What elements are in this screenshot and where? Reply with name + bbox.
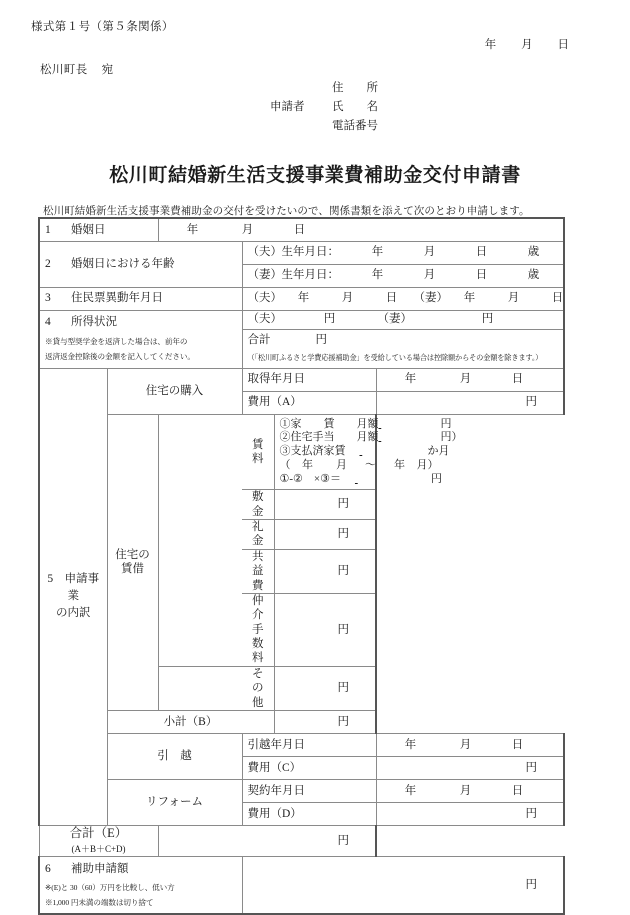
table-row-reform-date (39, 779, 564, 802)
row6-note2: ※1,000 円未満の端数は切り捨て (45, 898, 154, 908)
table-row-lease-rent (39, 414, 564, 490)
moving-date-value[interactable] (376, 733, 564, 756)
row4-head (45, 316, 117, 328)
row3-label-cell (39, 287, 242, 310)
row5-lease-label: 住宅の賃借 (107, 414, 158, 710)
row1-number: 1 (45, 223, 51, 236)
rent-calc-line2-blank[interactable] (379, 431, 441, 445)
row4-number: 4 (45, 315, 51, 328)
lease-item-value-2[interactable]: 円 (274, 549, 376, 593)
lease-subtotal-label: 小計（B） (107, 710, 274, 733)
table-row-grand-total (39, 825, 564, 856)
lease-item-value-4[interactable]: 円 (274, 666, 376, 710)
row4-total-yen: 円 (315, 333, 327, 346)
rent-calc-line1 (279, 417, 452, 432)
row5-purchase-label: 住宅の購入 (107, 368, 242, 414)
row2-husband-age: 歳 (527, 246, 540, 259)
row5-purchase-month: 月 (459, 373, 472, 386)
rent-calc-line5-b: 円 (430, 472, 442, 485)
page-title: 松川町結婚新生活支援事業費補助金交付申請書 (109, 165, 521, 186)
form-number: 様式第１号（第５条関係） (31, 21, 174, 33)
table-row-subsidy-amount (39, 856, 564, 914)
row5-purchase-ymd (382, 373, 544, 385)
row2-wife-line (248, 269, 560, 281)
reform-date-label: 契約年月日 (242, 779, 376, 802)
row6-label: 補助申請額 (71, 862, 129, 875)
row2-wife-year: 年 (371, 269, 384, 282)
row4-husband-yen: 円 (323, 313, 336, 326)
addressee-suffix: 宛 (101, 64, 114, 76)
row1-day: 日 (293, 223, 306, 236)
row5-label-wrap (45, 571, 102, 623)
rent-calc-period[interactable] (291, 459, 417, 473)
lease-item-label-0: 敷 金 (242, 490, 274, 520)
row2-wife-month: 月 (423, 269, 436, 282)
rent-calc-line5-a: ①-② ×③＝ (279, 472, 341, 485)
rent-calc-line1-b: 円 (440, 417, 452, 430)
row3-wife-year: 年 (463, 292, 476, 305)
row4-label: 所得状況 (71, 315, 117, 328)
applicant-name-label: 氏 名 (332, 101, 378, 113)
applicant-phone-label: 電話番号 (332, 120, 378, 132)
row4-subnote-cell (242, 350, 564, 368)
lease-item-label-3: 仲介手数料 (242, 593, 274, 666)
rent-calc-line4 (279, 458, 439, 473)
row3-wife-day: 日 (551, 292, 564, 305)
date-day-label: 日 (557, 39, 569, 51)
row1-month: 月 (241, 223, 254, 236)
moving-cost-label: 費用（C） (242, 756, 376, 779)
rent-calc-line2-b: 円） (440, 431, 463, 444)
grand-total-label: 合計（E） (69, 825, 128, 840)
row5-purchase-year: 年 (404, 373, 417, 386)
applicant-address-label: 住 所 (332, 82, 378, 94)
rent-calc-year1: 年 (302, 458, 313, 471)
date-month-label: 月 (521, 39, 533, 51)
table-row-lease-subtotal (39, 710, 564, 733)
moving-cost-value[interactable]: 円 (376, 756, 564, 779)
row2-husband-cell[interactable] (242, 241, 564, 264)
table-row-purchase-date (39, 368, 564, 391)
row2-wife-dob-text: 生年月日： (281, 269, 339, 282)
row4-husband-label: （夫） (247, 313, 282, 326)
lease-subtotal-value[interactable]: 円 (274, 710, 376, 733)
row2-wife-label: （妻） (247, 269, 282, 282)
application-table (38, 217, 565, 915)
row2-husband-line (248, 246, 560, 258)
row4-total-cell[interactable] (242, 329, 564, 350)
table-row-residence-change (39, 287, 564, 310)
moving-year: 年 (404, 738, 417, 751)
grand-total-label-cell (39, 825, 158, 856)
reform-date-value[interactable] (376, 779, 564, 802)
rent-calc-month1: 月 (336, 458, 347, 471)
addressee-name: 松川町長 (40, 64, 88, 76)
moving-month: 月 (459, 738, 472, 751)
applicant-tag-label: 申請者 (270, 101, 305, 113)
row4-income-cell[interactable] (242, 310, 564, 329)
row6-note1: ※(E)と 30（60）万円を比較し、低い方 (45, 883, 175, 893)
row2-wife-day: 日 (475, 269, 488, 282)
row4-wife-yen: 円 (481, 313, 494, 326)
rent-calc-tilde: ～ (365, 458, 376, 471)
row5-rent-calc-cell[interactable] (274, 414, 463, 490)
applicant-name-row (270, 98, 378, 117)
applicant-spacer-2 (270, 117, 332, 136)
row3-line (248, 292, 580, 304)
row4-label-cell (39, 310, 242, 368)
reform-month: 月 (459, 784, 472, 797)
applicant-address-row (270, 79, 378, 98)
row6-head (45, 862, 237, 876)
row5-purchase-cost-value[interactable]: 円 (376, 391, 564, 414)
row5-label-line2: の内訳 (56, 607, 91, 620)
table-row-income-husband-wife (39, 310, 564, 329)
reform-cost-label: 費用（D） (242, 802, 376, 825)
row2-wife-cell[interactable] (242, 264, 564, 287)
row4-note-line2: 返済返金控除後の金額を記入してください。 (45, 351, 195, 361)
row2-label-cell (39, 241, 242, 287)
moving-day: 日 (511, 738, 524, 751)
row2-husband-day: 日 (475, 246, 488, 259)
row5-purchase-day: 日 (511, 373, 524, 386)
table-row-moving-date (39, 733, 564, 756)
row1-year: 年 (186, 223, 199, 236)
row4-wife-label: （妻） (377, 313, 412, 326)
applicant-phone-row (270, 117, 378, 136)
rent-calc-line1-a: ①家 賃 月額 (279, 417, 379, 430)
addressee (40, 61, 114, 77)
row3-husband-label: （夫） (247, 292, 282, 305)
row5-purchase-date-value[interactable] (376, 368, 564, 391)
grand-total-value[interactable]: 円 (158, 825, 376, 856)
reform-ymd (382, 785, 544, 797)
reform-year: 年 (404, 784, 417, 797)
row3-husband-day: 日 (385, 292, 398, 305)
grand-total-formula: (A＋B＋C+D) (71, 843, 126, 854)
rent-calc-year2: 年 (394, 458, 405, 471)
table-row-marriage-date (39, 218, 564, 241)
lease-item-value-1[interactable]: 円 (274, 520, 376, 550)
lease-item-value-3[interactable]: 円 (274, 593, 376, 666)
row2-husband-year: 年 (371, 246, 384, 259)
row1-label: 婚姻日 (71, 223, 106, 236)
row2-wife-age: 歳 (527, 269, 540, 282)
rent-calc-line5 (279, 472, 442, 487)
row1-label-cell (39, 218, 158, 241)
rent-calc-line3-a: ③支払済家賃 (279, 445, 346, 457)
rent-calc-line3-b: か月 (427, 445, 450, 457)
row4-total-line (248, 334, 328, 346)
row4-income-line (248, 313, 528, 325)
intro-text: 松川町結婚新生活支援事業費補助金の交付を受けたいので、関係書類を添えて次のとおり申請します。 (43, 206, 530, 217)
moving-date-label: 引越年月日 (242, 733, 376, 756)
moving-label: 引 越 (107, 733, 242, 779)
row2-husband-label: （夫） (247, 246, 282, 259)
row1-value-cell[interactable] (158, 218, 564, 241)
row3-value-cell[interactable] (242, 287, 564, 310)
row2-husband-month: 月 (423, 246, 436, 259)
lease-item-label-1: 礼 金 (242, 520, 274, 550)
reform-label: リフォーム (107, 779, 242, 825)
row3-number: 3 (45, 292, 51, 305)
rent-calc-line1-blank[interactable] (379, 418, 441, 432)
rent-calc-line4-open: （ (279, 458, 291, 471)
applicant-block (270, 79, 378, 136)
row4-total-label: 合計 (247, 333, 271, 346)
row2-label: 婚姻日における年齢 (71, 257, 175, 270)
row2-husband-dob-text: 生年月日： (281, 246, 339, 259)
rent-calc-month2: 月） (416, 458, 439, 471)
lease-item-label-2: 共 益 費 (242, 549, 274, 593)
row2-number: 2 (45, 257, 51, 270)
row1-ymd (164, 224, 326, 236)
row5-label-cell (39, 368, 107, 825)
moving-ymd (382, 739, 544, 751)
row5-lease-spacer (158, 414, 242, 666)
row6-value-cell[interactable]: 円 (242, 856, 564, 914)
reform-day: 日 (511, 784, 524, 797)
row6-number: 6 (45, 862, 51, 875)
row3-label: 住民票異動年月日 (71, 292, 163, 305)
rent-calc-line2-a: ②住宅手当 月額 (279, 431, 379, 444)
table-row-age-husband (39, 241, 564, 264)
rent-calc-line5-blank[interactable] (355, 473, 431, 487)
lease-item-spacer-4 (158, 666, 242, 710)
lease-item-value-0[interactable]: 円 (274, 490, 376, 520)
row4-note-line1: ※貸与型奨学金を返済した場合は、前年の (45, 336, 188, 346)
row6-label-cell (39, 856, 242, 914)
reform-cost-value[interactable]: 円 (376, 802, 564, 825)
row5-purchase-cost-label: 費用（A） (242, 391, 376, 414)
row3-husband-month: 月 (341, 292, 354, 305)
row4-subnote: （「松川町ふるさと学費応援補助金」を受給している場合は控除額からその金額を除きます。） (247, 354, 543, 363)
row3-wife-month: 月 (507, 292, 520, 305)
date-year-label: 年 (484, 39, 497, 51)
row5-label-line1: 5 申請事業 (47, 572, 100, 603)
row3-wife-label: （妻） (413, 292, 448, 305)
row5-rent-label: 賃 料 (242, 414, 274, 490)
rent-calc-line2 (279, 431, 463, 445)
rent-calc-line3-blank[interactable] (360, 445, 428, 459)
row5-purchase-date-label: 取得年月日 (242, 368, 376, 391)
lease-item-label-4: そ の 他 (242, 666, 274, 710)
submission-date-line (485, 36, 569, 52)
applicant-spacer-1 (270, 79, 332, 98)
row3-husband-year: 年 (297, 292, 310, 305)
rent-calc-line3 (279, 445, 450, 459)
